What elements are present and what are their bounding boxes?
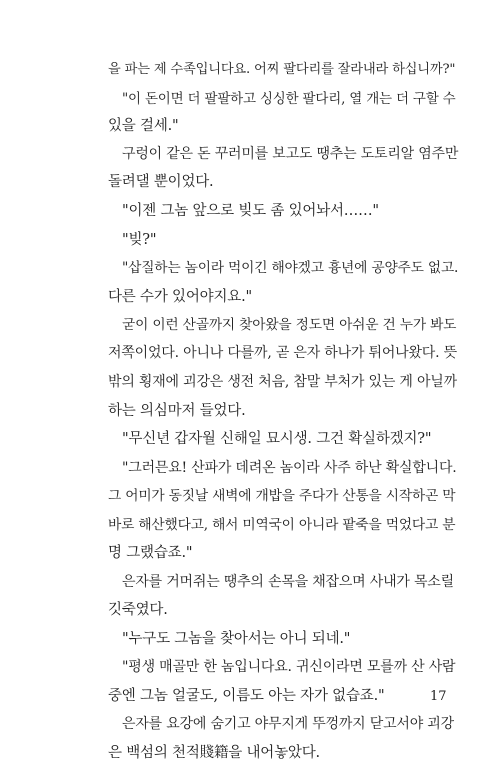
text-line: 은자를 요강에 숨기고 야무지게 뚜껑까지 닫고서야 괴강: [122, 716, 454, 732]
text-line: "빚?": [122, 232, 157, 248]
text-line: "누구도 그놈을 찾아서는 아니 되네.": [122, 631, 351, 647]
text-line: "이젠 그놈 앞으로 빚도 좀 있어놔서……": [122, 203, 379, 219]
text-line: 굳이 이런 산골까지 찾아왔을 정도면 아쉬운 건 누가 봐도: [122, 317, 457, 333]
text-line: 구렁이 같은 돈 꾸러미를 보고도 땡추는 도토리알 염주만: [122, 146, 459, 162]
text-line: "그러믄요! 산파가 데려온 놈이라 사주 하난 확실합니다.: [122, 460, 457, 476]
text-line: "삽질하는 놈이라 먹이긴 해야겠고 흉년에 공양주도 없고.: [122, 260, 459, 276]
text-line: 있을 걸세.": [108, 118, 179, 134]
text-line: 은자를 거머쥐는 땡추의 손목을 채잡으며 사내가 목소릴: [122, 574, 454, 590]
text-line: 밖의 횡재에 괴강은 생전 처음, 참말 부처가 있는 게 아닐까: [108, 374, 457, 390]
text-line: "평생 매골만 한 놈입니다요. 귀신이라면 모를까 산 사람: [122, 659, 456, 675]
text-line: 을 파는 제 수족입니다요. 어찌 팔다리를 잘라내라 하십니까?": [108, 62, 456, 77]
page-number: 17: [430, 689, 447, 704]
text-line: 저쪽이었다. 아니나 다를까, 곧 은자 하나가 튀어나왔다. 뜻: [108, 345, 457, 361]
text-line: 명 그랬습죠.": [108, 545, 193, 561]
text-line: 깃죽였다.: [108, 602, 168, 618]
text-line: "무신년 갑자월 신해일 묘시생. 그건 확실하겠지?": [122, 431, 432, 447]
text-line: 하는 의심마저 들었다.: [108, 403, 246, 419]
text-line: 돌려댈 뿐이었다.: [108, 174, 214, 190]
text-line: 중엔 그놈 얼굴도, 이름도 아는 자가 없습죠.": [108, 688, 385, 704]
text-line: 다른 수가 있어야지요.": [108, 289, 252, 305]
text-line: 그 어미가 동짓날 새벽에 개밥을 주다가 산통을 시작하곤 막: [108, 488, 456, 504]
text-line: 은 백섬의 천적賤籍을 내어놓았다.: [108, 745, 320, 761]
text-line: 바로 해산했다고, 해서 미역국이 아니라 팥죽을 먹었다고 분: [108, 517, 456, 533]
text-line: "이 돈이면 더 팔팔하고 싱싱한 팔다리, 열 개는 더 구할 수: [122, 91, 456, 107]
